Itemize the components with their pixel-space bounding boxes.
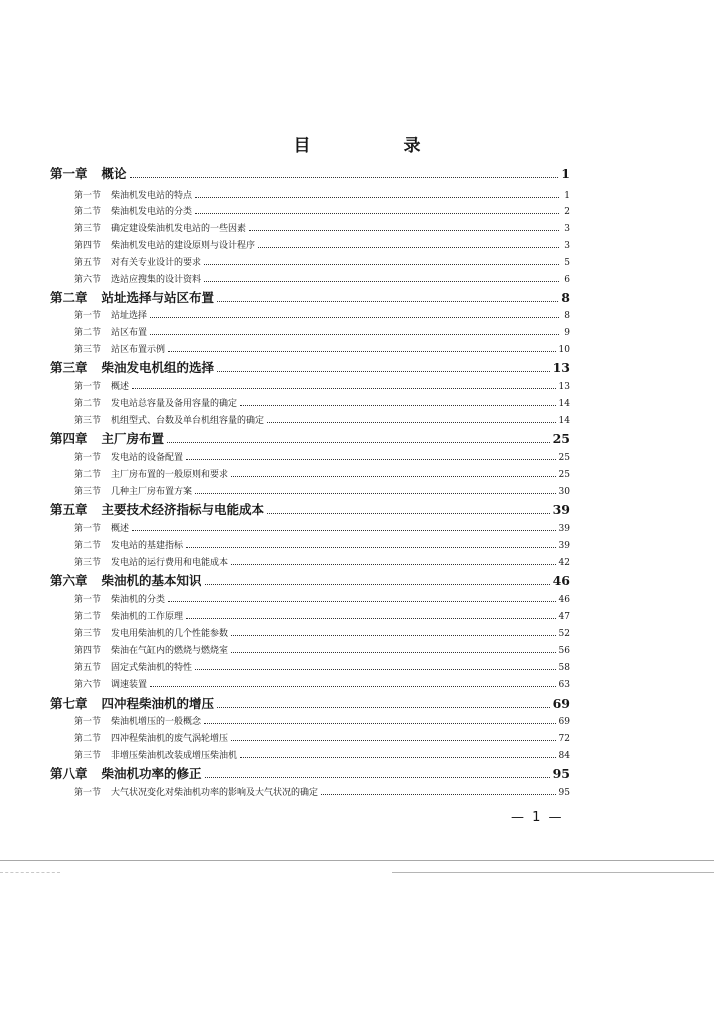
entry-title: 概述 — [111, 524, 130, 534]
toc-section-entry — [74, 484, 570, 497]
entry-page: 56 — [558, 646, 570, 656]
leader-dots — [205, 770, 550, 779]
toc-section-entry — [74, 626, 570, 639]
toc-section-entry — [74, 342, 570, 355]
leader-dots — [186, 613, 556, 619]
toc-section-entry — [74, 731, 570, 744]
entry-page: 39 — [558, 541, 570, 551]
toc-section-entry — [74, 748, 570, 761]
entry-title: 柴油机发电站的分类 — [111, 207, 193, 217]
toc-section-entry — [74, 714, 570, 727]
entry-title: 非增压柴油机改装成增压柴油机 — [111, 751, 238, 761]
entry-page: 25 — [552, 431, 570, 446]
entry-number: 第四节 — [74, 646, 102, 656]
toc-chapter-entry — [50, 288, 570, 306]
toc-section-entry — [74, 450, 570, 463]
leader-dots — [321, 789, 556, 795]
entry-number: 第三节 — [74, 487, 102, 497]
entry-page: 25 — [558, 453, 570, 463]
toc-section-entry — [74, 188, 570, 201]
entry-number: 第三节 — [74, 416, 102, 426]
entry-number: 第二节 — [74, 612, 102, 622]
entry-title: 机组型式、台数及单台机组容量的确定 — [111, 416, 265, 426]
entry-title: 几种主厂房布置方案 — [111, 487, 193, 497]
entry-number: 第四节 — [74, 241, 102, 251]
leader-dots — [195, 208, 559, 214]
leader-dots — [217, 294, 558, 303]
entry-number: 第三节 — [74, 558, 102, 568]
leader-dots — [186, 454, 556, 460]
entry-page: 69 — [558, 717, 570, 727]
entry-title: 柴油在气缸内的燃烧与燃烧室 — [111, 646, 229, 656]
entry-title: 柴油机发电站的特点 — [111, 191, 193, 201]
entry-page: 10 — [558, 345, 570, 355]
toc-section-entry — [74, 677, 570, 690]
entry-title: 柴油机增压的一般概念 — [111, 717, 202, 727]
leader-dots — [195, 664, 556, 670]
toc-section-entry — [74, 785, 570, 798]
toc-section-entry — [74, 204, 570, 217]
toc-section-entry — [74, 521, 570, 534]
entry-page: 58 — [558, 663, 570, 673]
entry-title: 发电站总容量及备用容量的确定 — [111, 399, 238, 409]
entry-number: 第六节 — [74, 275, 102, 285]
toc-section-entry — [74, 467, 570, 480]
leader-dots — [195, 488, 556, 494]
toc-section-entry — [74, 238, 570, 251]
leader-dots — [231, 630, 556, 636]
entry-number: 第三节 — [74, 629, 102, 639]
entry-page: 72 — [558, 734, 570, 744]
entry-number: 第二节 — [74, 734, 102, 744]
entry-page: 95 — [558, 788, 570, 798]
entry-title: 站区布置 — [111, 328, 148, 338]
scan-rule-line — [392, 872, 714, 873]
page-number: — 1 — — [511, 810, 564, 825]
entry-title: 站址选择与站区布置 — [101, 290, 215, 305]
entry-title: 柴油机的基本知识 — [101, 573, 202, 588]
leader-dots — [130, 170, 559, 179]
entry-page: 25 — [558, 470, 570, 480]
toc-section-entry — [74, 272, 570, 285]
entry-page: 9 — [564, 328, 570, 338]
entry-title: 确定建设柴油机发电站的一些因素 — [111, 224, 247, 234]
entry-number: 第一节 — [74, 382, 102, 392]
entry-page: 14 — [558, 399, 570, 409]
entry-title: 主厂房布置 — [101, 431, 165, 446]
entry-number: 第一节 — [74, 311, 102, 321]
toc-chapter-entry — [50, 764, 570, 782]
entry-number: 第二节 — [74, 328, 102, 338]
entry-page: 1 — [561, 166, 570, 181]
toc-section-entry — [74, 396, 570, 409]
scan-rule-line — [0, 860, 714, 861]
entry-title: 主厂房布置的一般原则和要求 — [111, 470, 229, 480]
leader-dots — [168, 596, 556, 602]
entry-number: 第六章 — [50, 573, 88, 588]
entry-number: 第七章 — [50, 696, 88, 711]
entry-page: 46 — [552, 573, 570, 588]
entry-title: 概论 — [101, 166, 127, 181]
entry-page: 42 — [558, 558, 570, 568]
entry-title: 概述 — [111, 382, 130, 392]
entry-title: 对有关专业设计的要求 — [111, 258, 202, 268]
entry-page: 47 — [558, 612, 570, 622]
entry-page: 8 — [561, 290, 570, 305]
entry-title: 主要技术经济指标与电能成本 — [101, 502, 265, 517]
toc-section-entry — [74, 221, 570, 234]
entry-title: 发电站的基建指标 — [111, 541, 184, 551]
leader-dots — [204, 276, 559, 282]
leader-dots — [231, 559, 556, 565]
entry-page: 8 — [564, 311, 570, 321]
leader-dots — [204, 718, 556, 724]
toc-chapter-entry — [50, 429, 570, 447]
entry-title: 选站应搜集的设计资料 — [111, 275, 202, 285]
entry-page: 52 — [558, 629, 570, 639]
leader-dots — [132, 525, 556, 531]
entry-title: 站址选择 — [111, 311, 148, 321]
leader-dots — [150, 312, 559, 318]
leader-dots — [186, 542, 556, 548]
entry-number: 第三节 — [74, 224, 102, 234]
entry-number: 第五节 — [74, 258, 102, 268]
toc-section-entry — [74, 660, 570, 673]
toc-section-entry — [74, 308, 570, 321]
entry-page: 13 — [558, 382, 570, 392]
entry-title: 柴油发电机组的选择 — [101, 360, 215, 375]
entry-number: 第五章 — [50, 502, 88, 517]
toc-section-entry — [74, 325, 570, 338]
leader-dots — [205, 577, 550, 586]
entry-page: 5 — [564, 258, 570, 268]
toc-section-entry — [74, 609, 570, 622]
leader-dots — [249, 225, 559, 231]
entry-title: 站区布置示例 — [111, 345, 166, 355]
entry-title: 调速装置 — [111, 680, 148, 690]
entry-page: 2 — [564, 207, 570, 217]
entry-page: 63 — [558, 680, 570, 690]
entry-number: 第二节 — [74, 541, 102, 551]
entry-number: 第六节 — [74, 680, 102, 690]
entry-number: 第二节 — [74, 399, 102, 409]
entry-page: 3 — [564, 224, 570, 234]
leader-dots — [204, 259, 559, 265]
leader-dots — [217, 700, 550, 709]
entry-number: 第五节 — [74, 663, 102, 673]
toc-section-entry — [74, 255, 570, 268]
entry-number: 第三章 — [50, 360, 88, 375]
entry-page: 3 — [564, 241, 570, 251]
entry-page: 14 — [558, 416, 570, 426]
entry-number: 第三节 — [74, 345, 102, 355]
entry-number: 第四章 — [50, 431, 88, 446]
leader-dots — [231, 647, 556, 653]
leader-dots — [231, 735, 556, 741]
entry-title: 发电用柴油机的几个性能参数 — [111, 629, 229, 639]
entry-title: 四冲程柴油机的增压 — [101, 696, 215, 711]
entry-title: 柴油机的分类 — [111, 595, 166, 605]
toc-section-entry — [74, 643, 570, 656]
leader-dots — [168, 346, 556, 352]
entry-title: 发电站的运行费用和电能成本 — [111, 558, 229, 568]
page-title: 目 录 — [293, 136, 459, 156]
toc-section-entry — [74, 413, 570, 426]
toc-section-entry — [74, 555, 570, 568]
entry-title: 四冲程柴油机的废气涡轮增压 — [111, 734, 229, 744]
entry-page: 6 — [564, 275, 570, 285]
toc-chapter-entry — [50, 500, 570, 518]
scan-rule-line — [0, 872, 60, 873]
entry-number: 第一节 — [74, 788, 102, 798]
entry-title: 大气状况变化对柴油机功率的影响及大气状况的确定 — [111, 788, 319, 798]
entry-page: 84 — [558, 751, 570, 761]
entry-page: 69 — [552, 696, 570, 711]
leader-dots — [150, 329, 559, 335]
toc-chapter-entry — [50, 358, 570, 376]
leader-dots — [231, 471, 556, 477]
entry-number: 第一节 — [74, 453, 102, 463]
entry-page: 39 — [558, 524, 570, 534]
leader-dots — [240, 752, 556, 758]
entry-title: 柴油机的工作原理 — [111, 612, 184, 622]
entry-number: 第二章 — [50, 290, 88, 305]
entry-number: 第一节 — [74, 595, 102, 605]
entry-number: 第一章 — [50, 166, 88, 181]
toc-section-entry — [74, 592, 570, 605]
entry-page: 46 — [558, 595, 570, 605]
entry-title: 柴油机发电站的建设原则与设计程序 — [111, 241, 256, 251]
entry-page: 95 — [552, 766, 570, 781]
entry-number: 第一节 — [74, 717, 102, 727]
entry-page: 30 — [558, 487, 570, 497]
entry-page: 1 — [564, 191, 570, 201]
entry-number: 第一节 — [74, 524, 102, 534]
entry-number: 第三节 — [74, 751, 102, 761]
toc-chapter-entry — [50, 571, 570, 589]
entry-number: 第一节 — [74, 191, 102, 201]
entry-title: 发电站的设备配置 — [111, 453, 184, 463]
entry-number: 第二节 — [74, 207, 102, 217]
entry-page: 13 — [552, 360, 570, 375]
leader-dots — [240, 400, 556, 406]
leader-dots — [132, 383, 556, 389]
entry-title: 柴油机功率的修正 — [101, 766, 202, 781]
leader-dots — [267, 506, 550, 515]
leader-dots — [217, 364, 550, 373]
toc-section-entry — [74, 538, 570, 551]
toc-section-entry — [74, 379, 570, 392]
toc-chapter-entry — [50, 694, 570, 712]
leader-dots — [195, 192, 559, 198]
entry-title: 固定式柴油机的特性 — [111, 663, 193, 673]
leader-dots — [258, 242, 559, 248]
leader-dots — [150, 681, 556, 687]
leader-dots — [167, 435, 550, 444]
leader-dots — [267, 417, 556, 423]
entry-number: 第八章 — [50, 766, 88, 781]
entry-page: 39 — [552, 502, 570, 517]
entry-number: 第二节 — [74, 470, 102, 480]
toc-chapter-entry — [50, 164, 570, 182]
